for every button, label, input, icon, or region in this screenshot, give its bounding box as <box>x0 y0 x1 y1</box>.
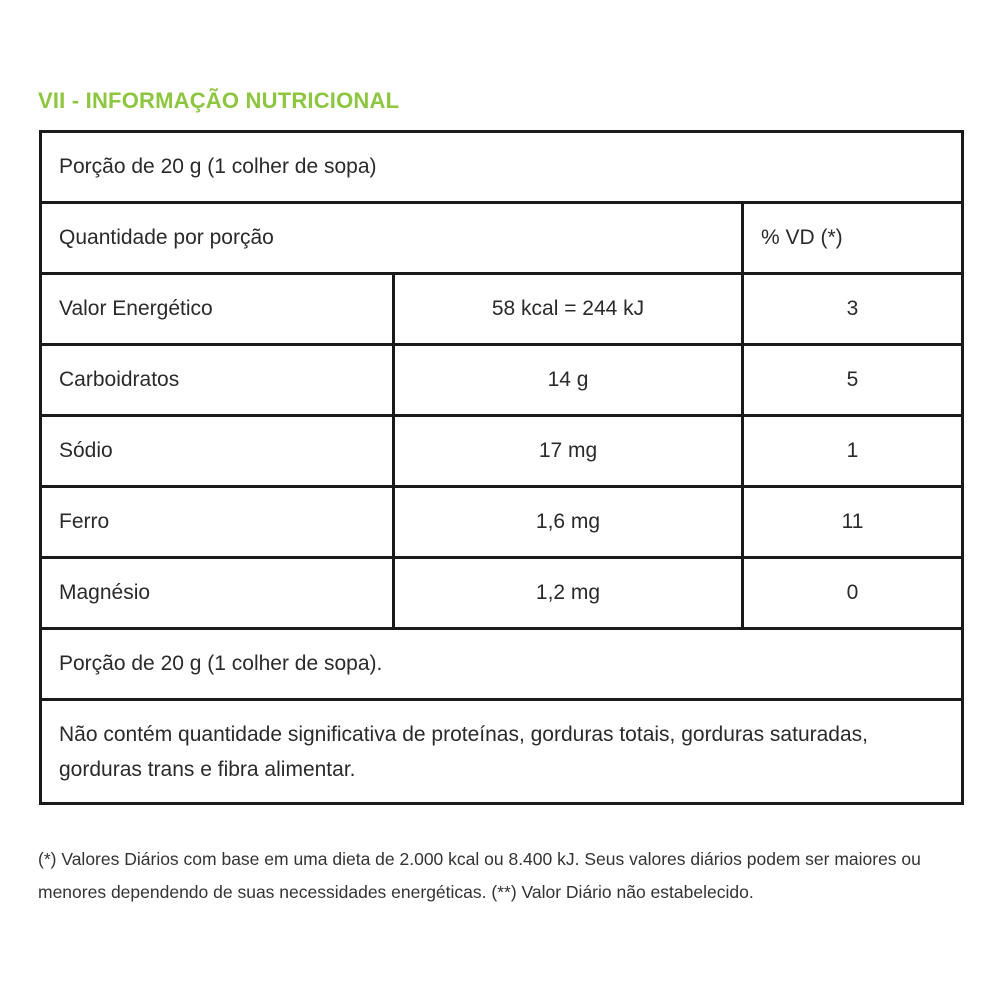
nutrient-name: Magnésio <box>41 558 394 629</box>
serving-header-row <box>41 132 963 203</box>
serving-header: Porção de 20 g (1 colher de sopa) <box>41 132 963 203</box>
nutrient-amount: 14 g <box>394 345 743 416</box>
table-row <box>41 274 963 345</box>
nutrient-name: Valor Energético <box>41 274 394 345</box>
table-row <box>41 487 963 558</box>
column-header-row <box>41 203 963 274</box>
nutrient-vd: 3 <box>743 274 963 345</box>
nutrient-vd: 11 <box>743 487 963 558</box>
nutrient-amount: 17 mg <box>394 416 743 487</box>
vd-header: % VD (*) <box>743 203 963 274</box>
daily-values-footnote: (*) Valores Diários com base em uma dieta de 2.000 kcal ou 8.400 kJ. Seus valores diários podem ser maiores ou menores dependendo de suas necessidades energéticas. (**) Valor Diário não estabelecido. <box>38 849 921 902</box>
nutrient-name: Sódio <box>41 416 394 487</box>
serving-footer: Porção de 20 g (1 colher de sopa). <box>41 629 963 700</box>
nutrient-amount: 1,6 mg <box>394 487 743 558</box>
nutrient-name: Ferro <box>41 487 394 558</box>
table-row <box>41 345 963 416</box>
nutrient-amount: 58 kcal = 244 kJ <box>394 274 743 345</box>
nutrient-name: Carboidratos <box>41 345 394 416</box>
nutrient-vd: 0 <box>743 558 963 629</box>
nutrient-vd: 5 <box>743 345 963 416</box>
serving-footer-row <box>41 629 963 700</box>
nutrition-table <box>39 130 964 805</box>
quantity-header: Quantidade por porção <box>41 203 743 274</box>
note-row <box>41 700 963 804</box>
nutrient-amount: 1,2 mg <box>394 558 743 629</box>
nutrient-vd: 1 <box>743 416 963 487</box>
insignificant-nutrients-note: Não contém quantidade significativa de proteínas, gorduras totais, gorduras saturadas, gorduras trans e fibra alimentar. <box>41 700 963 804</box>
table-row <box>41 558 963 629</box>
table-row <box>41 416 963 487</box>
section-title: VII - INFORMAÇÃO NUTRICIONAL <box>38 88 400 113</box>
